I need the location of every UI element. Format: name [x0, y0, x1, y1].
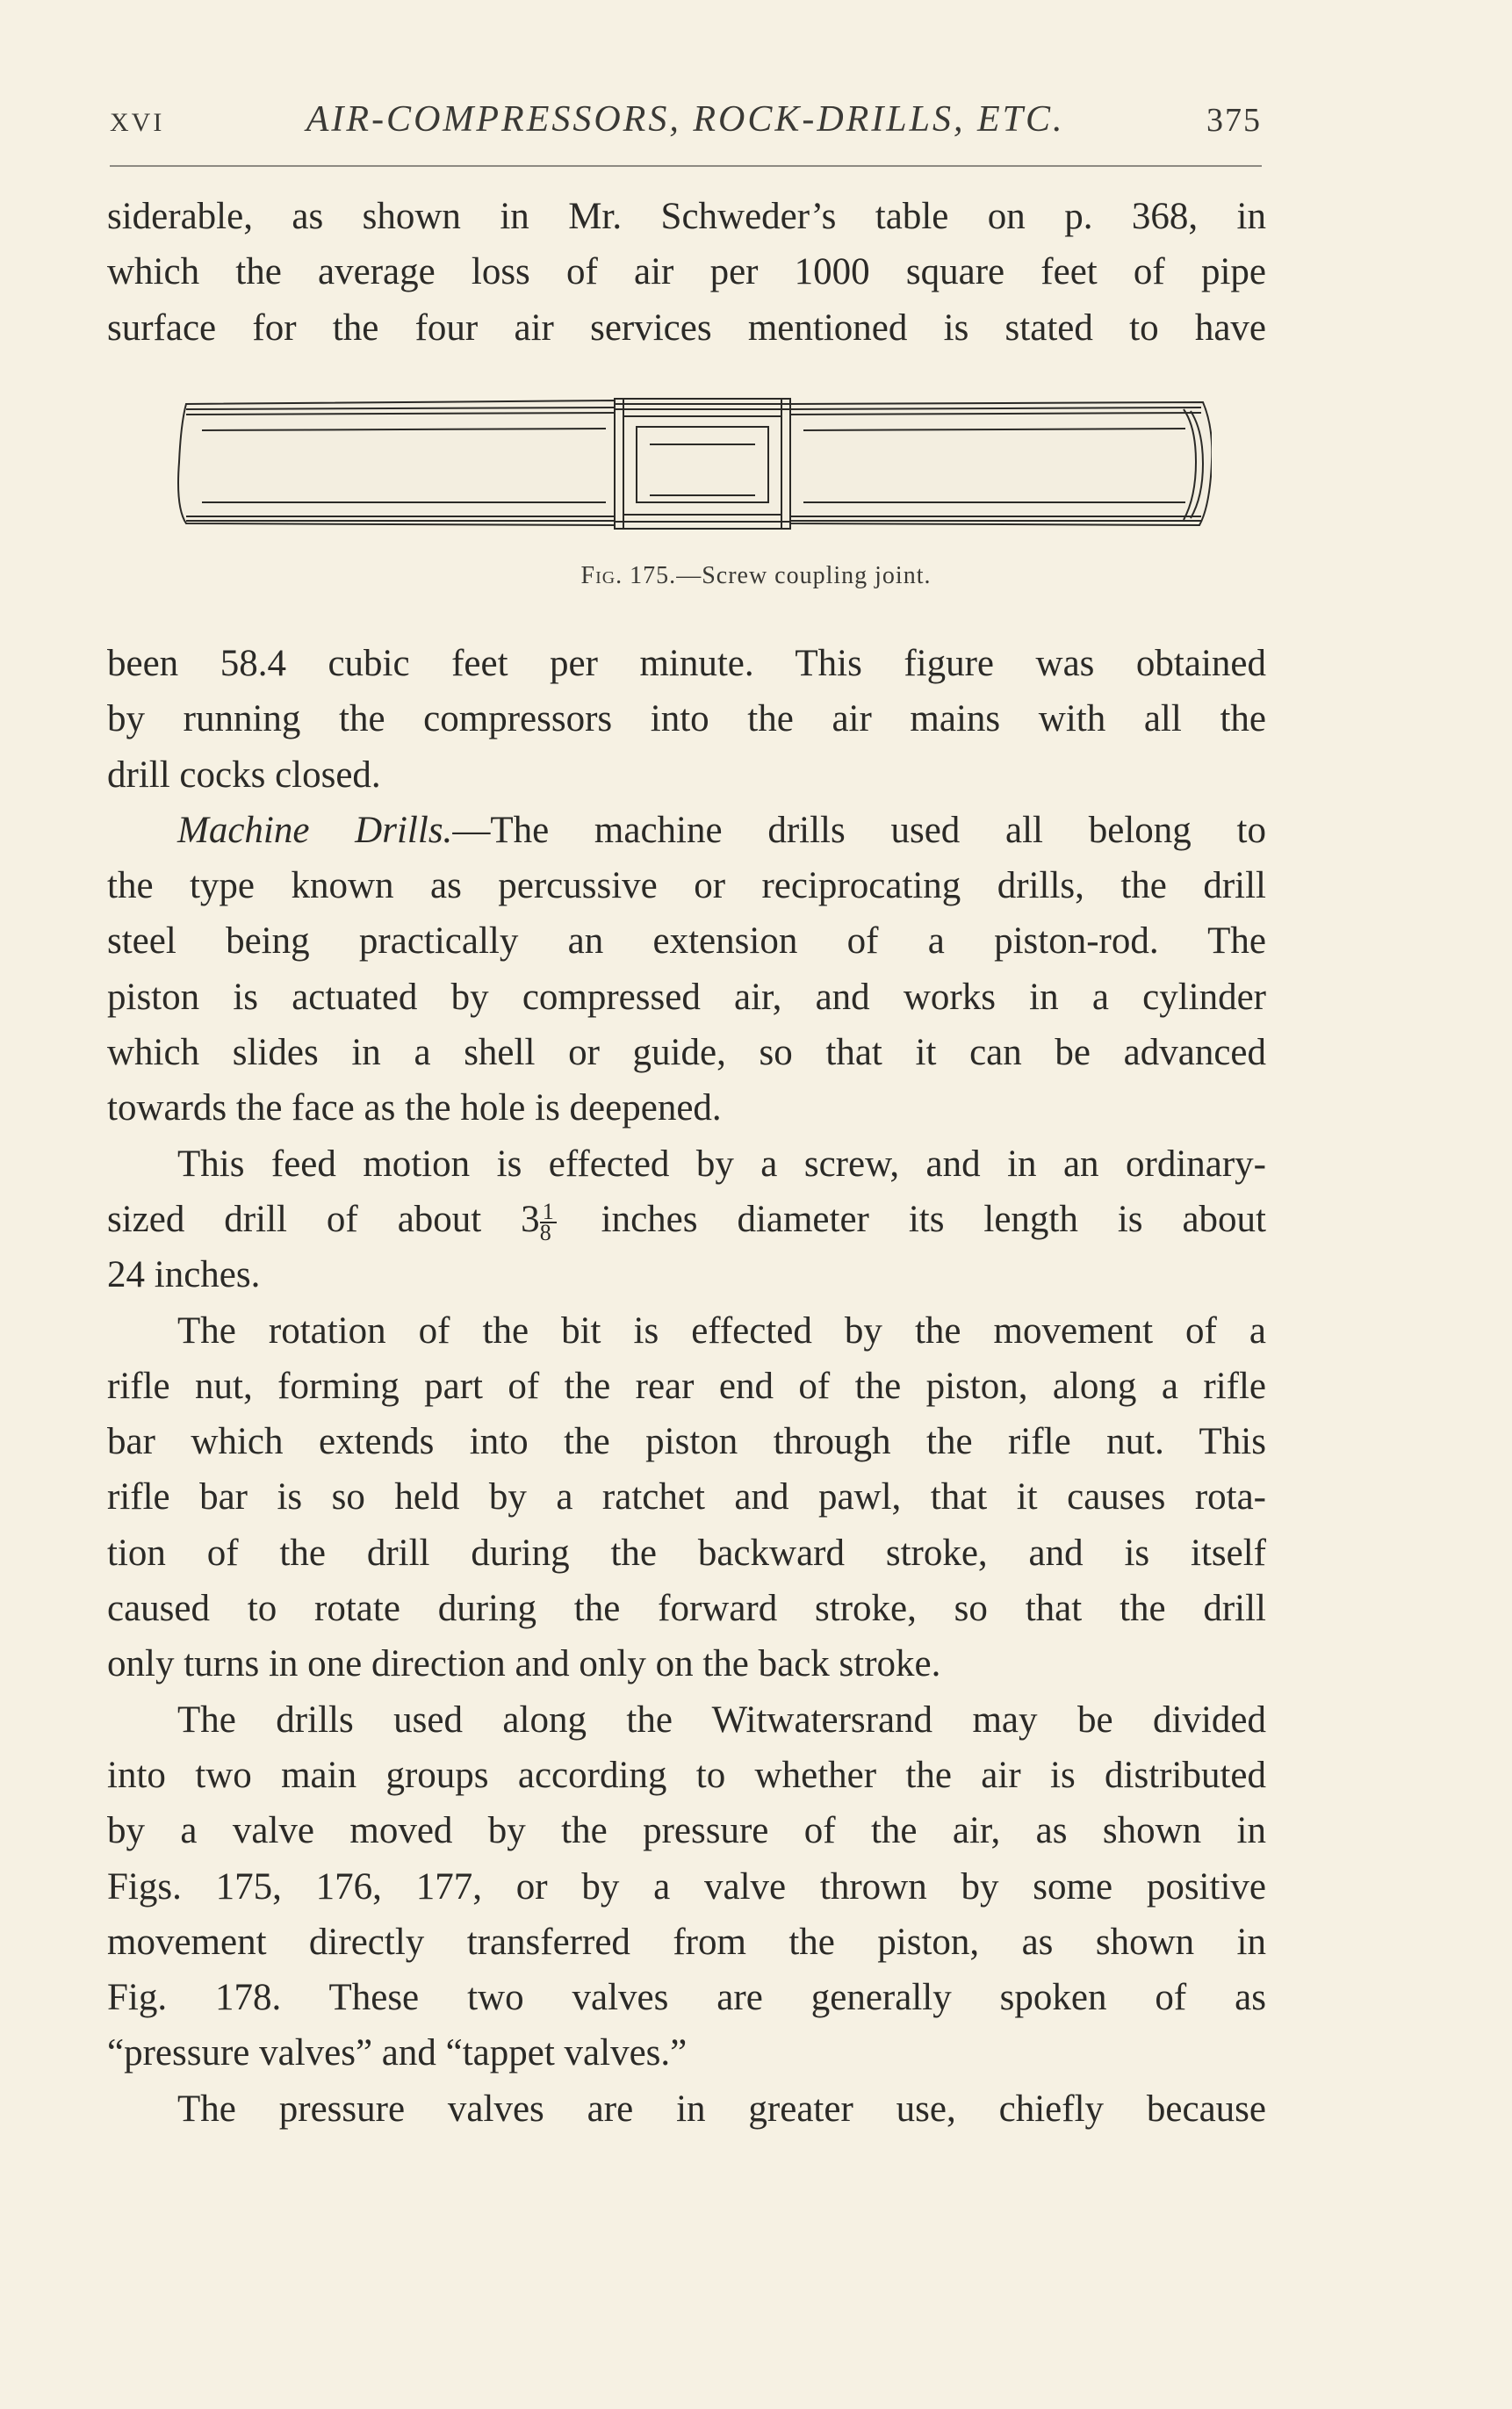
text-run: —The machine drills used all belong to [452, 809, 1266, 851]
page-number: 375 [1206, 102, 1262, 139]
running-title: AIR-COMPRESSORS, ROCK-DRILLS, ETC. [306, 99, 1065, 140]
text-line: drill cocks closed. [107, 754, 381, 796]
figure-label: Fig. 175. [580, 562, 677, 589]
text-line: The pressure valves are in greater use, chiefly because [177, 2088, 1266, 2130]
text-line: 24 inches. [107, 1254, 261, 1296]
text-run: sized drill of about 3 [107, 1198, 540, 1240]
text-line: Fig. 178. These two valves are generally spoken of as [107, 1977, 1266, 2019]
text-block-top [107, 189, 1266, 356]
text-line: siderable, as shown in Mr. Schweder’s table on p. 368, in [107, 196, 1266, 237]
text-line: This feed motion is effected by a screw, and in an ordinary- [177, 1143, 1266, 1185]
chapter-number: XVI [110, 108, 165, 137]
text-block-main [107, 636, 1266, 2137]
header-rule [110, 165, 1262, 167]
text-line: The drills used along the Witwatersrand may be divided [177, 1699, 1266, 1741]
text-line: the type known as percussive or reciprocating drills, the drill [107, 865, 1266, 907]
text-line: bar which extends into the piston through the rifle nut. This [107, 1421, 1266, 1463]
text-line: The rotation of the bit is effected by the movement of a [177, 1309, 1266, 1352]
text-line: caused to rotate during the forward stroke, so that the drill [107, 1588, 1266, 1630]
text-line: piston is actuated by compressed air, and works in a cylinder [107, 976, 1266, 1018]
text-line: towards the face as the hole is deepened. [107, 1087, 722, 1129]
text-line: “pressure valves” and “tappet valves.” [107, 2032, 688, 2074]
text-run: inches diameter its length is about [601, 1198, 1266, 1240]
text-line: Figs. 175, 176, 177, or by a valve thrown by some positive [107, 1865, 1266, 1908]
figure-caption-text: —Screw coupling joint. [676, 562, 932, 589]
text-line: surface for the four air services mentioned is stated to have [107, 307, 1266, 349]
text-line: which the average loss of air per 1000 square feet of pipe [107, 251, 1266, 293]
figure-caption [0, 562, 1512, 590]
text-line: tion of the drill during the backward stroke, and is itself [107, 1532, 1266, 1574]
running-header [110, 98, 1262, 151]
text-line [107, 1192, 1266, 1247]
text-line: movement directly transferred from the piston, as shown in [107, 1921, 1266, 1963]
text-line [107, 803, 1266, 858]
text-line: rifle bar is so held by a ratchet and pawl, that it causes rota- [107, 1476, 1266, 1518]
section-heading: Machine Drills. [177, 809, 453, 851]
text-line: only turns in one direction and only on the back stroke. [107, 1643, 941, 1685]
text-line: rifle nut, forming part of the rear end of the piston, along a rifle [107, 1365, 1266, 1407]
text-line: steel being practically an extension of a piston-rod. The [107, 920, 1266, 963]
text-line: which slides in a shell or guide, so that it can be advanced [107, 1032, 1266, 1074]
screw-coupling-illustration [176, 392, 1212, 537]
fraction-numerator: 1 [540, 1202, 557, 1223]
text-line: by a valve moved by the pressure of the air, as shown in [107, 1810, 1266, 1852]
screw-coupling-figure [176, 392, 1212, 537]
text-line: been 58.4 cubic feet per minute. This figure was obtained [107, 643, 1266, 684]
fraction-denominator: 8 [539, 1220, 551, 1246]
fraction [539, 1199, 557, 1246]
text-line: into two main groups according to whether the air is distributed [107, 1754, 1266, 1796]
text-line: by running the compressors into the air mains with all the [107, 698, 1266, 740]
